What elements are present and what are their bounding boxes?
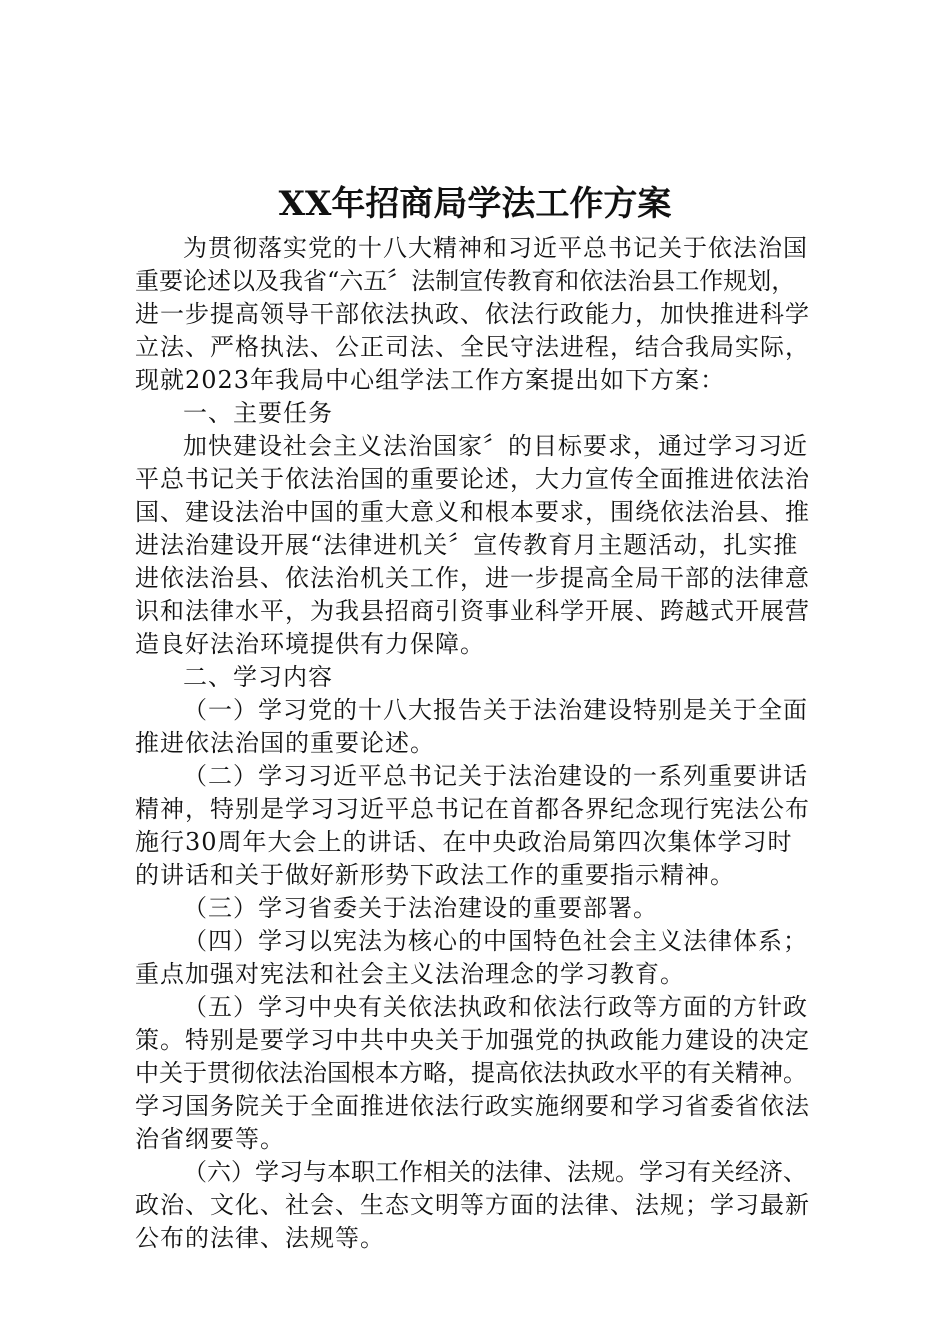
text-line: 学习国务院关于全面推进依法行政实施纲要和学习省委省依法 <box>135 1092 810 1120</box>
paragraph-item-4 <box>135 925 835 991</box>
text-line: 识和法律水平，为我县招商引资事业科学开展、跨越式开展营 <box>135 597 810 625</box>
text-line: 精神，特别是学习习近平总书记在首都各界纪念现行宪法公布 <box>135 795 810 823</box>
text-line: 一、主要任务 <box>183 399 333 427</box>
text-line: （二）学习习近平总书记关于法治建设的一系列重要讲话 <box>183 762 808 790</box>
text-line: （六）学习与本职工作相关的法律、法规。学习有关经济、 <box>183 1158 807 1186</box>
text-line: 二、学习内容 <box>183 663 333 691</box>
section-heading-main-tasks <box>135 397 835 430</box>
document-body <box>135 232 835 1255</box>
paragraph-intro <box>135 232 835 397</box>
document-title: XX年招商局学法工作方案 <box>278 184 672 224</box>
paragraph-item-6 <box>135 1156 835 1255</box>
text-line: 施行30周年大会上的讲话、在中央政治局第四次集体学习时 <box>135 828 793 856</box>
text-line: （五）学习中央有关依法执政和依法行政等方面的方针政 <box>183 993 808 1021</box>
text-line: 进一步提高领导干部依法执政、依法行政能力，加快推进科学 <box>135 300 810 328</box>
text-line: 治省纲要等。 <box>135 1125 285 1153</box>
paragraph-main-tasks <box>135 430 835 661</box>
paragraph-item-1 <box>135 694 835 760</box>
section-heading-study-content <box>135 661 835 694</box>
text-line: （三）学习省委关于法治建设的重要部署。 <box>183 894 658 922</box>
text-line: 现就2023年我局中心组学法工作方案提出如下方案： <box>135 366 726 394</box>
paragraph-item-3 <box>135 892 835 925</box>
text-line: 为贯彻落实党的十八大精神和习近平总书记关于依法治国 <box>183 234 808 262</box>
text-line: 策。特别是要学习中共中央关于加强党的执政能力建设的决定 <box>135 1026 810 1054</box>
text-line: 平总书记关于依法治国的重要论述，大力宣传全面推进依法治 <box>135 465 810 493</box>
text-line: 进依法治县、依法治机关工作，进一步提高全局干部的法律意 <box>135 564 810 592</box>
text-line: 推进依法治国的重要论述。 <box>135 729 435 757</box>
text-line: 政治、文化、社会、生态文明等方面的法律、法规；学习最新 <box>135 1191 810 1219</box>
text-line: 中关于贯彻依法治国根本方略，提高依法执政水平的有关精神。 <box>135 1059 807 1087</box>
paragraph-item-5 <box>135 991 835 1156</box>
text-line: 加快建设社会主义法治国家〞的目标要求，通过学习习近 <box>183 432 808 460</box>
text-line: 的讲话和关于做好新形势下政法工作的重要指示精神。 <box>135 861 735 889</box>
text-line: 进法治建设开展“法律进机关〞宣传教育月主题活动，扎实推 <box>135 531 799 559</box>
text-line: 立法、严格执法、公正司法、全民守法进程，结合我局实际， <box>135 333 810 361</box>
paragraph-item-2 <box>135 760 835 892</box>
text-line: 造良好法治环境提供有力保障。 <box>135 630 485 658</box>
text-line: 重要论述以及我省“六五〞法制宣传教育和依法治县工作规划， <box>135 267 796 295</box>
text-line: （一）学习党的十八大报告关于法治建设特别是关于全面 <box>183 696 808 724</box>
text-line: 公布的法律、法规等。 <box>135 1224 385 1252</box>
text-line: 国、建设法治中国的重大意义和根本要求，围绕依法治县、推 <box>135 498 810 526</box>
text-line: 重点加强对宪法和社会主义法治理念的学习教育。 <box>135 960 685 988</box>
text-line: （四）学习以宪法为核心的中国特色社会主义法律体系； <box>183 927 808 955</box>
